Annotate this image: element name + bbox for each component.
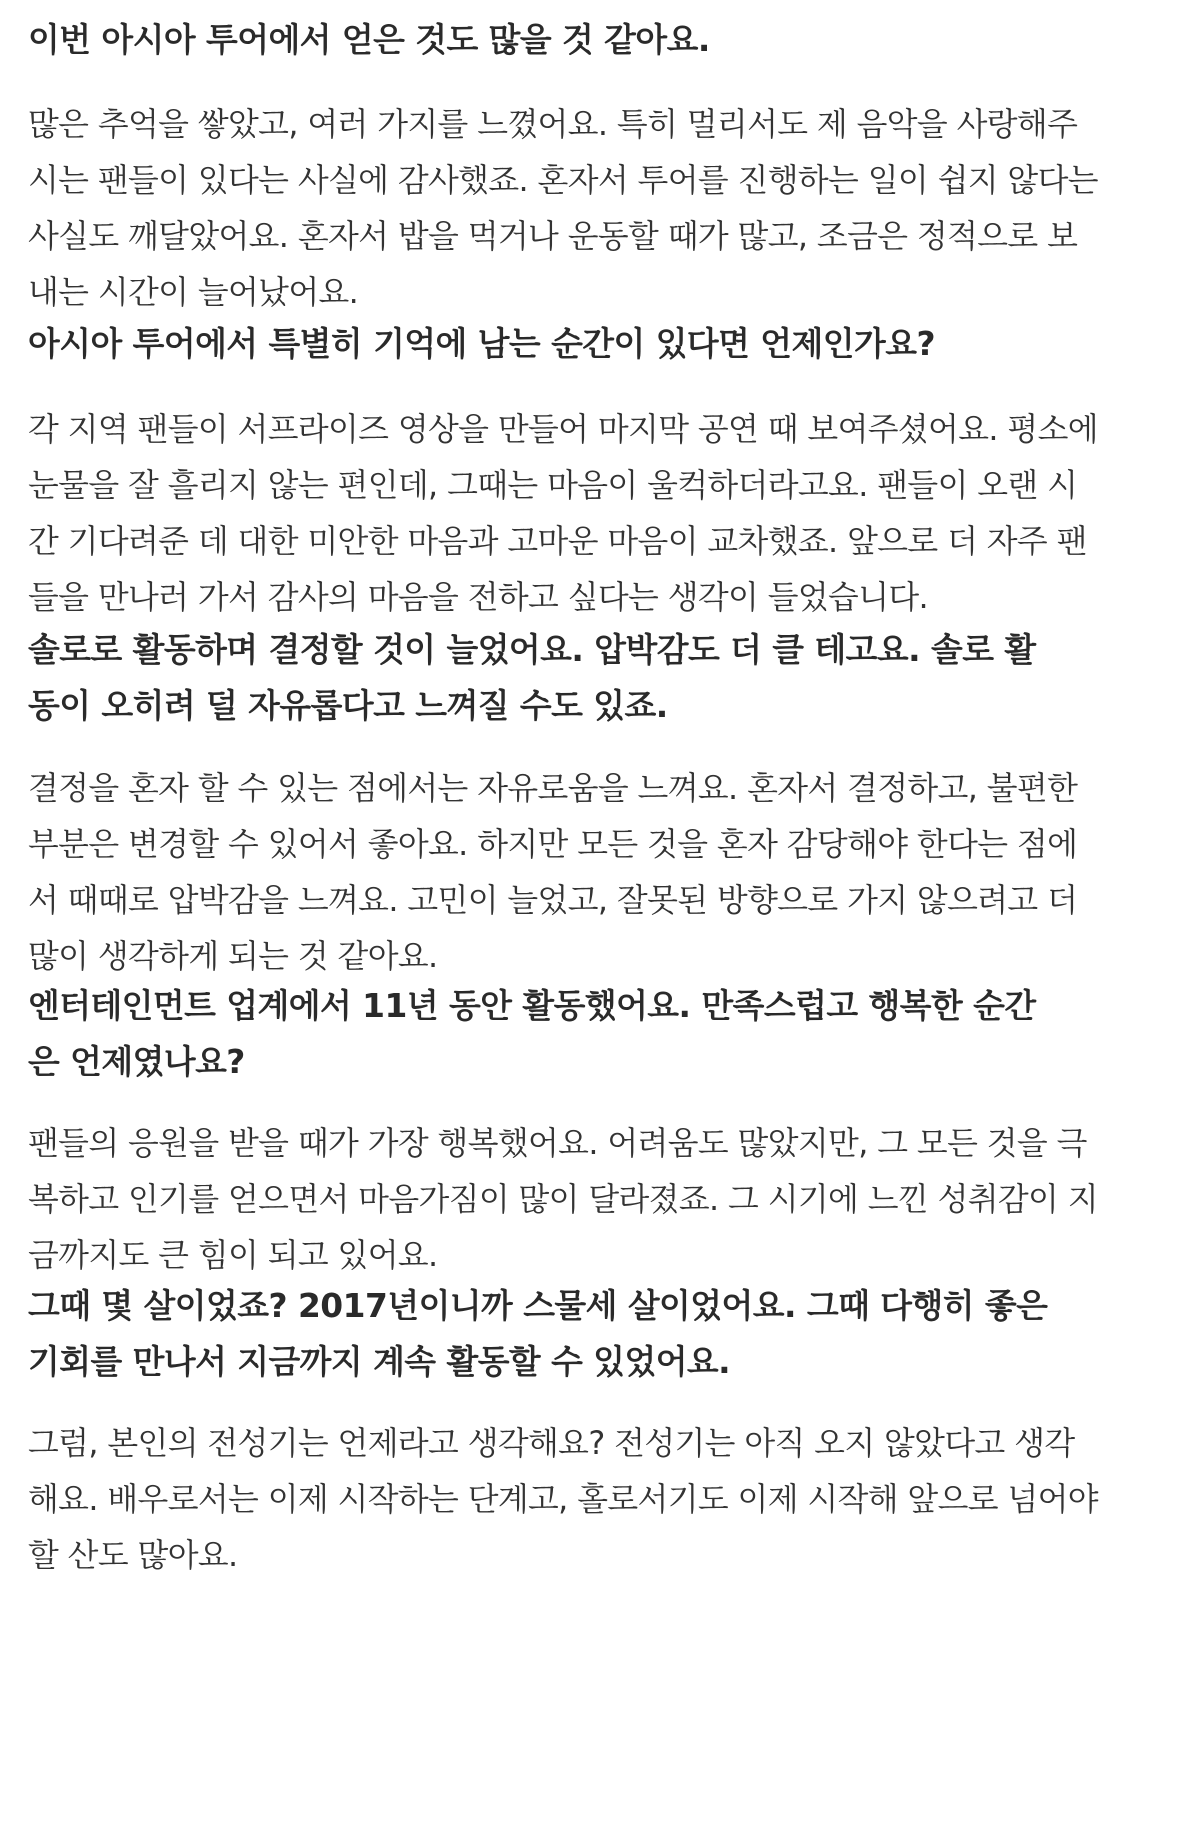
question-1-line-1: 이번 아시아 투어에서 얻은 것도 많을 것 같아요. <box>28 21 710 59</box>
answer-5 <box>28 1415 1158 1583</box>
answer-3-line-1: 결정을 혼자 할 수 있는 점에서는 자유로움을 느껴요. 혼자서 결정하고, 불편한 <box>28 769 1078 807</box>
answer-5-line-1: 그럼, 본인의 전성기는 언제라고 생각해요? 전성기는 아직 오지 않았다고 생각 <box>28 1424 1075 1462</box>
answer-4-line-2: 복하고 인기를 얻으면서 마음가짐이 많이 달라졌죠. 그 시기에 느낀 성취감이 지 <box>28 1180 1098 1218</box>
answer-2-line-2: 눈물을 잘 흘리지 않는 편인데, 그때는 마음이 울컥하더라고요. 팬들이 오랜 시 <box>28 466 1078 504</box>
question-5 <box>28 1278 1158 1390</box>
question-4-line-2: 은 언제였나요? <box>28 1043 245 1081</box>
answer-2-line-4: 들을 만나러 가서 감사의 마음을 전하고 싶다는 생각이 들었습니다. <box>28 578 929 616</box>
answer-5-line-2: 해요. 배우로서는 이제 시작하는 단계고, 홀로서기도 이제 시작해 앞으로 넘어야 <box>28 1480 1098 1518</box>
answer-1-line-2: 시는 팬들이 있다는 사실에 감사했죠. 혼자서 투어를 진행하는 일이 쉽지 않다는 <box>28 161 1098 199</box>
answer-3-line-3: 서 때때로 압박감을 느껴요. 고민이 늘었고, 잘못된 방향으로 가지 않으려고 더 <box>28 881 1078 919</box>
answer-4-line-1: 팬들의 응원을 받을 때가 가장 행복했어요. 어려움도 많았지만, 그 모든 것을 극 <box>28 1124 1087 1162</box>
question-5-line-2: 기회를 만나서 지금까지 계속 활동할 수 있었어요. <box>28 1343 731 1381</box>
question-3 <box>28 622 1158 734</box>
question-5-line-1: 그때 몇 살이었죠? 2017년이니까 스물세 살이었어요. 그때 다행히 좋은 <box>28 1287 1048 1325</box>
answer-3-line-4: 많이 생각하게 되는 것 같아요. <box>28 937 438 975</box>
answer-2-line-3: 간 기다려준 데 대한 미안한 마음과 고마운 마음이 교차했죠. 앞으로 더 자주 팬 <box>28 522 1087 560</box>
answer-4-line-3: 금까지도 큰 힘이 되고 있어요. <box>28 1236 438 1274</box>
answer-5-line-3: 할 산도 많아요. <box>28 1536 238 1574</box>
question-4-line-1: 엔터테인먼트 업계에서 11년 동안 활동했어요. 만족스럽고 행복한 순간 <box>28 987 1036 1025</box>
answer-4 <box>28 1115 1158 1283</box>
question-3-line-2: 동이 오히려 덜 자유롭다고 느껴질 수도 있죠. <box>28 687 668 725</box>
question-2 <box>28 316 1158 372</box>
answer-1-line-3: 사실도 깨달았어요. 혼자서 밥을 먹거나 운동할 때가 많고, 조금은 정적으로 보 <box>28 217 1078 255</box>
answer-2 <box>28 401 1158 625</box>
answer-1-line-4: 내는 시간이 늘어났어요. <box>28 273 359 311</box>
question-2-line-1: 아시아 투어에서 특별히 기억에 남는 순간이 있다면 언제인가요? <box>28 325 935 363</box>
answer-3 <box>28 760 1158 984</box>
question-1 <box>28 12 1158 68</box>
answer-1 <box>28 96 1158 320</box>
answer-1-line-1: 많은 추억을 쌓았고, 여러 가지를 느꼈어요. 특히 멀리서도 제 음악을 사랑해주 <box>28 105 1078 143</box>
question-4 <box>28 978 1158 1090</box>
answer-2-line-1: 각 지역 팬들이 서프라이즈 영상을 만들어 마지막 공연 때 보여주셨어요. 평소에 <box>28 410 1098 448</box>
answer-3-line-2: 부분은 변경할 수 있어서 좋아요. 하지만 모든 것을 혼자 감당해야 한다는 점에 <box>28 825 1078 863</box>
question-3-line-1: 솔로로 활동하며 결정할 것이 늘었어요. 압박감도 더 클 테고요. 솔로 활 <box>28 631 1036 669</box>
